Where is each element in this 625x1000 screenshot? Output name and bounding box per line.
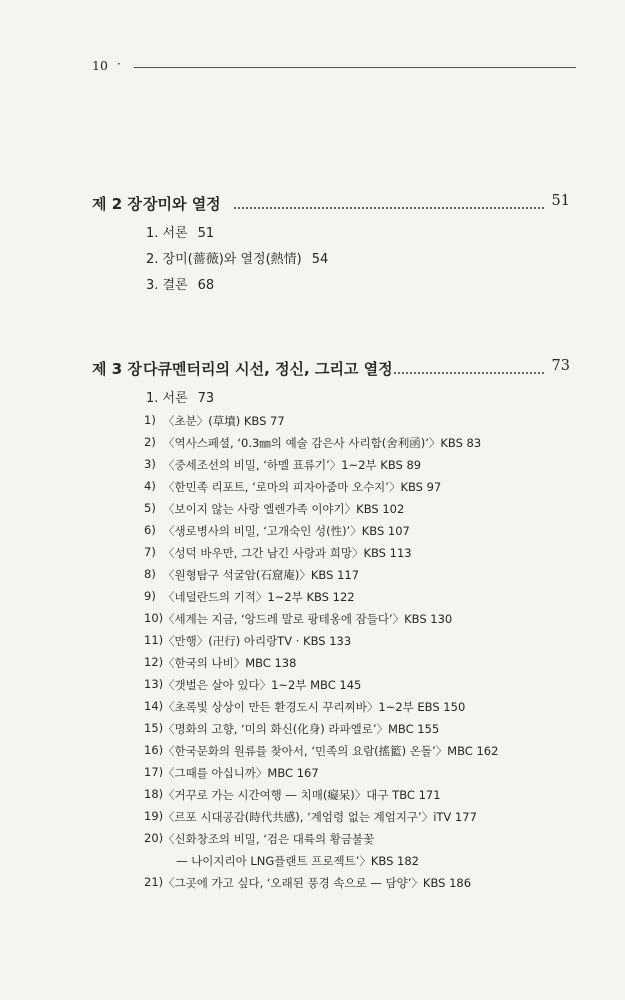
item-text: 〈신화창조의 비밀, ‘검은 대륙의 황금불꽃	[163, 832, 375, 846]
section-entry	[146, 222, 214, 241]
leader-dots	[234, 207, 544, 209]
chapter-2-heading	[92, 193, 570, 215]
item-number: 11)	[144, 633, 164, 647]
item-text: 〈중세조선의 비밀, ‘하멜 표류기’〉1~2부 KBS 89	[163, 458, 422, 472]
item-number: 12)	[144, 655, 164, 669]
item-text: 〈세계는 지금, ‘앙드레 말로 팡테옹에 잠들다’〉KBS 130	[163, 612, 453, 626]
item-text: 〈초분〉(草墳) KBS 77	[163, 414, 285, 428]
chapter-label: 제 2 장	[92, 195, 142, 213]
item-number: 18)	[144, 787, 164, 801]
item-text: 〈명화의 고향, ‘미의 화신(化身) 라파엘로’〉MBC 155	[163, 722, 440, 736]
item-number: 5)	[144, 501, 156, 515]
section-page: 51	[197, 226, 215, 241]
item-text: 〈한국문화의 원류를 찾아서, ‘민족의 요람(搖籃) 온돌’〉MBC 162	[163, 744, 499, 758]
chapter-3-heading	[92, 358, 570, 380]
item-text: 〈초록빛 상상이 만든 환경도시 꾸리찌바〉1~2부 EBS 150	[163, 700, 466, 714]
item-number: 14)	[144, 699, 164, 713]
item-number: 6)	[144, 523, 156, 537]
item-number: 7)	[144, 545, 156, 559]
item-number: 21)	[144, 875, 164, 889]
header-dot: ·	[117, 57, 121, 71]
chapter-title: 다큐멘터리의 시선, 정신, 그리고 열정	[143, 360, 393, 378]
item-text: 〈그곳에 가고 싶다, ‘오래된 풍경 속으로 — 담양’〉KBS 186	[163, 876, 472, 890]
item-text: 〈한국의 나비〉MBC 138	[163, 656, 297, 670]
section-entry	[146, 274, 214, 293]
leader-dots	[389, 372, 544, 374]
item-number: 16)	[144, 743, 164, 757]
item-number: 2)	[144, 435, 156, 449]
item-number: 17)	[144, 765, 164, 779]
item-number: 19)	[144, 809, 164, 823]
section-page: 73	[197, 391, 215, 406]
chapter-page: 73	[551, 358, 570, 374]
item-text: 〈성덕 바우만, 그간 남긴 사랑과 희망〉KBS 113	[163, 546, 412, 560]
item-text: 〈르포 시대공감(時代共感), ‘계엄령 없는 계엄지구’〉iTV 177	[163, 810, 477, 824]
item-number: 9)	[144, 589, 156, 603]
item-text: 〈네덜란드의 기적〉1~2부 KBS 122	[163, 590, 355, 604]
item-number: 8)	[144, 567, 156, 581]
item-text: 〈한민족 리포트, ‘로마의 피자아줌마 오수지’〉KBS 97	[163, 480, 442, 494]
item-text: 〈만행〉(卍行) 아리랑TV · KBS 133	[163, 634, 352, 648]
item-text: 〈거꾸로 가는 시간여행 — 치매(癡呆)〉대구 TBC 171	[163, 788, 441, 802]
section-text: 2. 장미(薔薇)와 열정(熱情)	[146, 252, 302, 267]
chapter-label: 제 3 장	[92, 360, 142, 378]
header-rule	[134, 67, 576, 68]
item-text: 〈갯벌은 살아 있다〉1~2부 MBC 145	[163, 678, 362, 692]
item-number: 1)	[144, 413, 156, 427]
section-text: 1. 서론	[146, 391, 188, 406]
item-text: 〈원형탐구 석굴암(石窟庵)〉KBS 117	[163, 568, 360, 582]
item-text: 〈그때를 아십니까〉MBC 167	[163, 766, 319, 780]
section-page: 68	[197, 278, 215, 293]
chapter-page: 51	[551, 193, 570, 209]
item-text: 〈보이지 않는 사랑 엘렌가족 이야기〉KBS 102	[163, 502, 405, 516]
item-text: 〈생로병사의 비밀, ‘고개숙인 성(性)’〉KBS 107	[163, 524, 410, 538]
section-entry	[146, 248, 328, 267]
section-text: 3. 결론	[146, 278, 188, 293]
section-text: 1. 서론	[146, 226, 188, 241]
item-number: 15)	[144, 721, 164, 735]
page-number: 10	[92, 58, 108, 73]
item-number: 20)	[144, 831, 164, 845]
item-number: 3)	[144, 457, 156, 471]
item-number: 13)	[144, 677, 164, 691]
section-entry	[146, 387, 214, 406]
section-page: 54	[311, 252, 329, 267]
item-continuation: — 나이지리아 LNG플랜트 프로젝트’〉KBS 182	[176, 854, 419, 868]
chapter-title: 장미와 열정	[143, 195, 221, 213]
item-number: 4)	[144, 479, 156, 493]
item-number: 10)	[144, 611, 164, 625]
page-header	[92, 58, 576, 78]
item-text: 〈역사스페셜, ‘0.3㎜의 예술 감은사 사리함(舍利函)’〉KBS 83	[163, 436, 482, 450]
